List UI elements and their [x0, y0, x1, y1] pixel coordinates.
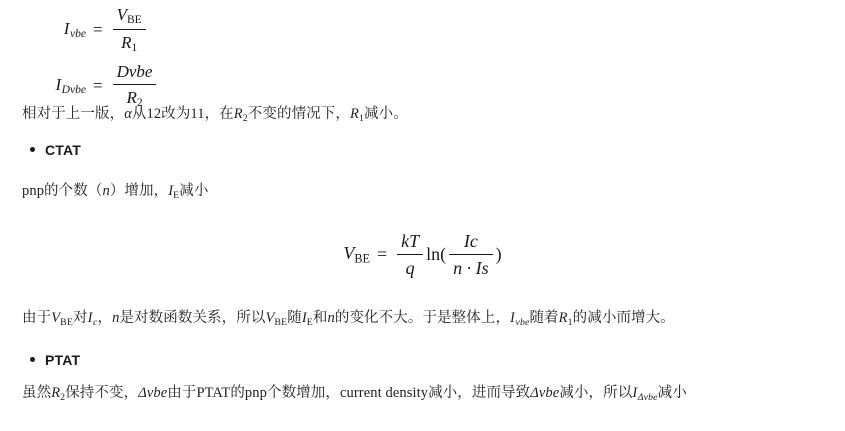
fraction-dvbe-over-r2: [113, 61, 157, 110]
paragraph-ptat-detail: 虽然R2保持不变，Δvbe由于PTAT的pnp个数增加，current density减小，进而导致Δvbe减小，所以$I_{\Delta vbe}$减小: [22, 385, 687, 403]
fraction-kt-over-q: [397, 230, 423, 279]
equation-ivbe: [22, 4, 159, 55]
list-item-label: PTAT: [45, 352, 81, 368]
equals-sign: =: [93, 19, 103, 39]
symbol-r2: R2: [51, 385, 66, 403]
symbol-r1: R1: [350, 106, 364, 124]
symbol-alpha: α: [124, 106, 132, 122]
symbol-r2: R2: [233, 106, 248, 124]
symbol-delta-vbe: Δvbe: [138, 385, 168, 401]
equation-block-vbe: [0, 230, 845, 279]
fraction-denominator: n · Is: [453, 257, 489, 278]
fraction-numerator: kT: [397, 230, 423, 255]
fraction-denominator: R1: [121, 32, 138, 54]
equals-sign: =: [376, 244, 388, 264]
fraction-denominator: q: [405, 257, 415, 278]
term-current-density: current density: [339, 385, 429, 401]
fraction-numerator: Dvbe: [113, 61, 157, 84]
fraction-vbe-over-r1: [113, 4, 146, 55]
bullet-dot-icon: [30, 147, 35, 152]
list-item-label: CTAT: [45, 142, 82, 158]
equation-vbe-log: [343, 230, 501, 279]
fraction-denominator: R2: [126, 87, 143, 109]
paragraph-version-comparison: 相对于上一版，α从12改为11，在R2不变的情况下，R1减小。: [22, 106, 408, 124]
symbol-ivbe: $I_{vbe}$: [510, 310, 530, 328]
symbol-ic: $I_c$: [87, 310, 98, 328]
equation-vbe-lhs: VBE: [343, 242, 370, 266]
symbol-n-2: n: [327, 310, 335, 326]
symbol-ie: IE: [301, 310, 313, 328]
paragraph-pnp-count: pnp的个数（n）增加，IE减小: [22, 183, 209, 201]
equation-idvbe: [22, 61, 159, 110]
symbol-vbe: VBE: [51, 310, 73, 328]
fraction-ic-over-nis: [449, 230, 493, 279]
list-item-ctat: [30, 142, 81, 158]
equals-sign: =: [93, 75, 103, 95]
symbol-r1: R1: [558, 310, 573, 328]
symbol-ie: IE: [168, 183, 180, 201]
symbol-n: n: [112, 310, 120, 326]
list-item-ptat: [30, 352, 80, 368]
symbol-i-delta-vbe: $I_{\Delta vbe}$: [632, 385, 658, 403]
paragraph-log-relation: 由于VBE对$I_c$，n是对数函数关系，所以VBE随IE和n的变化不大。于是整体上，$I_{vbe}$随着R1的减小而增大。: [22, 310, 675, 328]
fraction-numerator: VBE: [113, 4, 146, 30]
equation-ivbe-lhs: $I_{vbe}$: [63, 19, 86, 41]
symbol-delta-vbe-2: Δvbe: [530, 385, 560, 401]
equation-block-currents: [22, 4, 159, 116]
symbol-n: n: [102, 183, 110, 199]
log-function: ln(: [426, 244, 447, 264]
equation-idvbe-lhs: $I_{Dvbe}$: [55, 75, 86, 97]
closing-paren: ): [495, 244, 502, 264]
fraction-numerator: Ic: [449, 230, 493, 255]
symbol-vbe-2: VBE: [265, 310, 288, 328]
bullet-dot-icon: [30, 357, 35, 362]
